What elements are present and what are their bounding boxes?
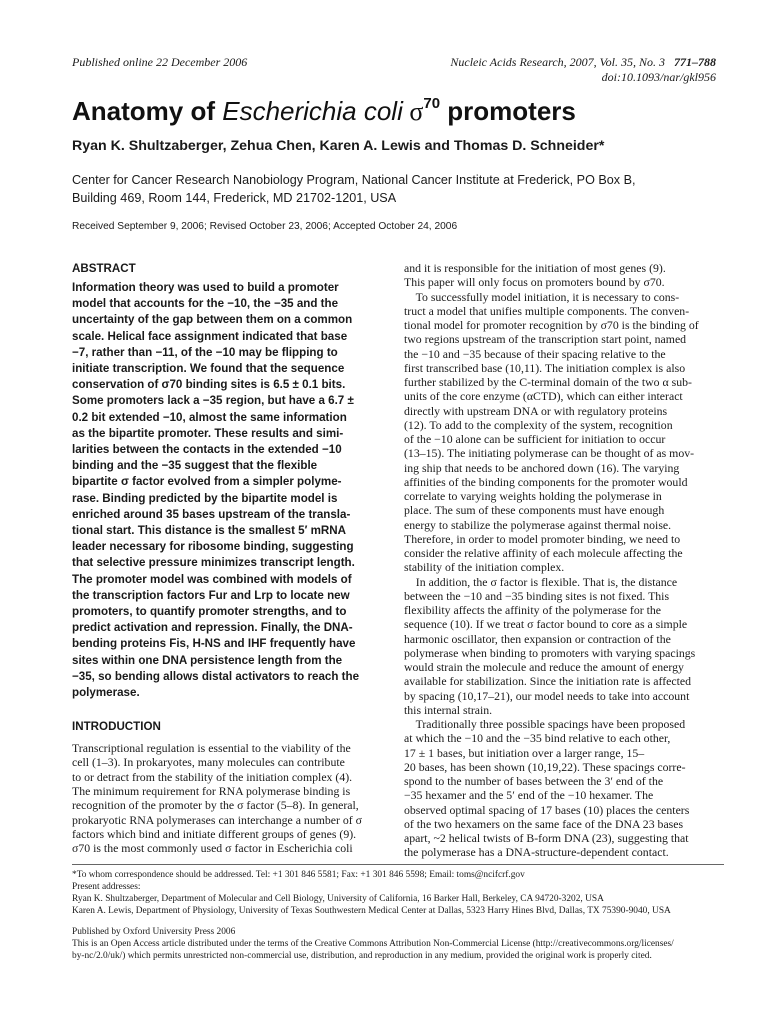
text-line: that selective pressure minimizes transcript length. <box>72 556 355 570</box>
text-line: polymerase. <box>72 686 140 699</box>
correspondence-note: *To whom correspondence should be addressed. Tel: +1 301 846 5581; Fax: +1 301 846 5598; Email: toms@ncifcrf.gov <box>72 870 525 880</box>
text-line: recognition of the promoter by the σ factor (5–8). In general, <box>72 798 359 813</box>
title-sigma: σ <box>402 97 424 126</box>
text-line: directly with upstream DNA or with regulatory proteins <box>404 403 668 418</box>
footnote-rule <box>72 864 724 865</box>
text-line: energy to stabilize the polymerase against thermal noise. <box>404 517 672 532</box>
text-line: consider the relative affinity of each molecule affecting the <box>404 546 683 560</box>
text-line: −7, rather than −11, of the −10 may be flipping to <box>72 345 338 359</box>
present-addresses-label: Present addresses: <box>72 882 141 892</box>
text-line: cell (1–3). In prokaryotes, many molecules can contribute <box>72 755 345 770</box>
text-line: the −10 and −35 because of their spacing relative to the <box>404 346 666 361</box>
text-line: two regions upstream of the transcription start point, named <box>404 332 687 347</box>
text-line: between the −10 and −35 binding sites is not fixed. This <box>404 588 670 603</box>
text-line: apart, ~2 helical twists of B-form DNA (23), suggesting that <box>404 831 689 845</box>
text-line: The minimum requirement for RNA polymerase binding is <box>72 783 351 798</box>
text-line: Therefore, in order to model promoter binding, we need to <box>404 531 681 546</box>
text-line: Some promoters lack a −35 region, but have a 6.7 ± <box>72 394 354 408</box>
text-line: leader necessary for ribosome binding, suggesting <box>72 540 354 554</box>
received-dates: Received September 9, 2006; Revised October 23, 2006; Accepted October 24, 2006 <box>72 221 458 232</box>
present-address-2: Karen A. Lewis, Department of Physiology, University of Texas Southwestern Medical Center at Dallas, 5323 Harry Hines Blvd, Dallas, TX 75390-9040, USA <box>72 906 671 916</box>
text-line: tional start. This distance is the smallest 5′ mRNA <box>72 524 347 537</box>
text-line: Information theory was used to build a promoter <box>72 281 339 294</box>
text-line: would strain the molecule and reduce the amount of energy <box>404 660 684 674</box>
text-line: (12). To add to the complexity of the system, recognition <box>404 417 673 432</box>
affiliation-line: Building 469, Room 144, Frederick, MD 21702-1201, USA <box>72 191 397 205</box>
title-prefix: Anatomy of <box>72 96 223 126</box>
text-line: prokaryotic RNA polymerases can interchange a number of σ <box>72 812 363 827</box>
text-line: enriched around 35 bases upstream of the transla- <box>72 507 351 521</box>
text-line: factors which bind and initiate different groups of genes (9). <box>72 826 357 841</box>
title-sigma-sup: 70 <box>423 95 441 113</box>
text-line: at which the −10 and the −35 bind relative to each other, <box>404 731 671 746</box>
text-line: the transcription factors Fur and Lrp to locate new <box>72 588 350 602</box>
title-organism: Escherichia coli <box>222 96 403 126</box>
text-line: larities between the contacts in the extended −10 <box>72 443 342 456</box>
text-line: bipartite σ factor evolved from a simpler polyme- <box>72 475 342 489</box>
affiliation-line: Center for Cancer Research Nanobiology Program, National Cancer Institute at Frederick, PO Box B, <box>72 173 636 187</box>
text-line: binding and the −35 suggest that the flexible <box>72 459 318 473</box>
text-line: this internal strain. <box>404 702 493 717</box>
journal-name: Nucleic Acids Research, 2007, Vol. 35, No. 3 <box>450 55 665 69</box>
text-line: observed optimal spacing of 17 bases (10) places the centers <box>404 802 690 817</box>
text-line: Traditionally three possible spacings have been proposed <box>404 717 686 731</box>
text-line: available for stabilization. Since the initiation rate is affected <box>404 674 692 689</box>
license-line: by-nc/2.0/uk/) which permits unrestricted non-commercial use, distribution, and reproduction in any medium, provided the original work is properly cited. <box>72 951 652 961</box>
text-line: as the bipartite promoter. These results and simi- <box>72 426 344 440</box>
text-line: and it is responsible for the initiation of most genes (9). <box>404 261 666 275</box>
text-line: To successfully model initiation, it is necessary to cons- <box>404 289 680 304</box>
text-line: 20 bases, has been shown (10,19,22). These spacings corre- <box>404 759 686 774</box>
introduction-heading: INTRODUCTION <box>72 720 161 733</box>
text-line: In addition, the σ factor is flexible. That is, the distance <box>404 574 678 589</box>
text-line: units of the core enzyme (αCTD), which can either interact <box>404 389 683 404</box>
text-line: bending proteins Fis, H-NS and IHF frequently have <box>72 637 356 651</box>
text-line: promoters, to quantify promoter strengths, and to <box>72 605 347 618</box>
text-line: truct a model that unifies multiple components. The conven- <box>404 303 690 318</box>
text-line: rase. Binding predicted by the bipartite model is <box>72 491 338 505</box>
text-line: harmonic oscillator, then expansion or contraction of the <box>404 631 671 646</box>
text-line: further stabilized by the C-terminal domain of the two α sub- <box>404 375 692 389</box>
text-line: (13–15). The initiating polymerase can be thought of as mov- <box>404 446 695 461</box>
text-line: −35, so bending allows distal activators to reach the <box>72 669 360 683</box>
text-line: uncertainty of the gap between them on a common <box>72 313 353 327</box>
text-line: ing ship that needs to be anchored down (16). The varying <box>404 460 680 475</box>
text-line: affinities of the binding components for the promoter would <box>404 474 688 489</box>
text-line: of the two hexamers on the same face of the DNA 23 bases <box>404 816 684 831</box>
page-range: 771–788 <box>674 55 716 69</box>
text-line: 17 ± 1 bases, but initiation over a larger range, 15– <box>404 745 645 760</box>
text-line: This paper will only focus on promoters bound by σ70. <box>404 275 665 290</box>
article-title <box>72 96 576 127</box>
journal-citation <box>450 55 716 85</box>
text-line: first transcribed base (10,11). The initiation complex is also <box>404 360 686 375</box>
affiliation <box>72 171 635 207</box>
text-line: The promoter model was combined with models of <box>72 572 352 586</box>
present-address-1: Ryan K. Shultzaberger, Department of Molecular and Cell Biology, University of California, 16 Barker Hall, Berkeley, CA 94720-3202, USA <box>72 894 604 904</box>
publisher-note: Published by Oxford University Press 2006 <box>72 927 236 937</box>
text-line: spond to the number of bases between the 3′ end of the <box>404 774 664 788</box>
title-suffix: promoters <box>440 96 576 126</box>
text-line: conservation of σ70 binding sites is 6.5 ± 0.1 bits. <box>72 378 346 392</box>
text-line: scale. Helical face assignment indicated that base <box>72 329 348 343</box>
text-line: to or detract from the stability of the initiation complex (4). <box>72 769 353 784</box>
text-line: polymerase when binding to promoters with varying spacings <box>404 645 696 660</box>
text-line: correlate to varying weights holding the polymerase in <box>404 489 662 503</box>
text-line: 0.2 bit extended −10, almost the same information <box>72 410 347 424</box>
text-line: stability of the initiation complex. <box>404 560 565 575</box>
text-line: initiate transcription. We found that the sequence <box>72 362 345 375</box>
text-line: model that accounts for the −10, the −35 and the <box>72 297 339 311</box>
text-line: sites within one DNA persistence length from the <box>72 653 343 667</box>
text-line: sequence (10). If we treat σ factor bound to core as a simple <box>404 617 688 632</box>
abstract-heading: ABSTRACT <box>72 262 136 275</box>
text-line: −35 hexamer and the 5′ end of the −10 hexamer. The <box>404 788 654 803</box>
text-line: place. The sum of these components must have enough <box>404 503 665 518</box>
text-line: predict activation and repression. Finally, the DNA- <box>72 621 353 635</box>
text-line: the polymerase has a DNA-structure-dependent contact. <box>404 845 669 860</box>
text-line: by spacing (10,17–21), our model needs to take into account <box>404 688 690 703</box>
doi: doi:10.1093/nar/gkl956 <box>601 70 716 84</box>
published-date: Published online 22 December 2006 <box>72 55 248 69</box>
text-line: tional model for promoter recognition by σ70 is the binding of <box>404 318 699 332</box>
text-line: of the −10 alone can be sufficient for initiation to occur <box>404 432 666 446</box>
text-line: Transcriptional regulation is essential to the viability of the <box>72 741 351 755</box>
text-line: σ70 is the most commonly used σ factor in Escherichia coli <box>72 841 353 856</box>
text-line: flexibility affects the affinity of the polymerase for the <box>404 603 662 617</box>
author-list: Ryan K. Shultzaberger, Zehua Chen, Karen A. Lewis and Thomas D. Schneider* <box>72 138 605 154</box>
license-line: This is an Open Access article distributed under the terms of the Creative Commons Attribution Non-Commercial License (http://creativecommons.org/licenses/ <box>72 939 674 949</box>
